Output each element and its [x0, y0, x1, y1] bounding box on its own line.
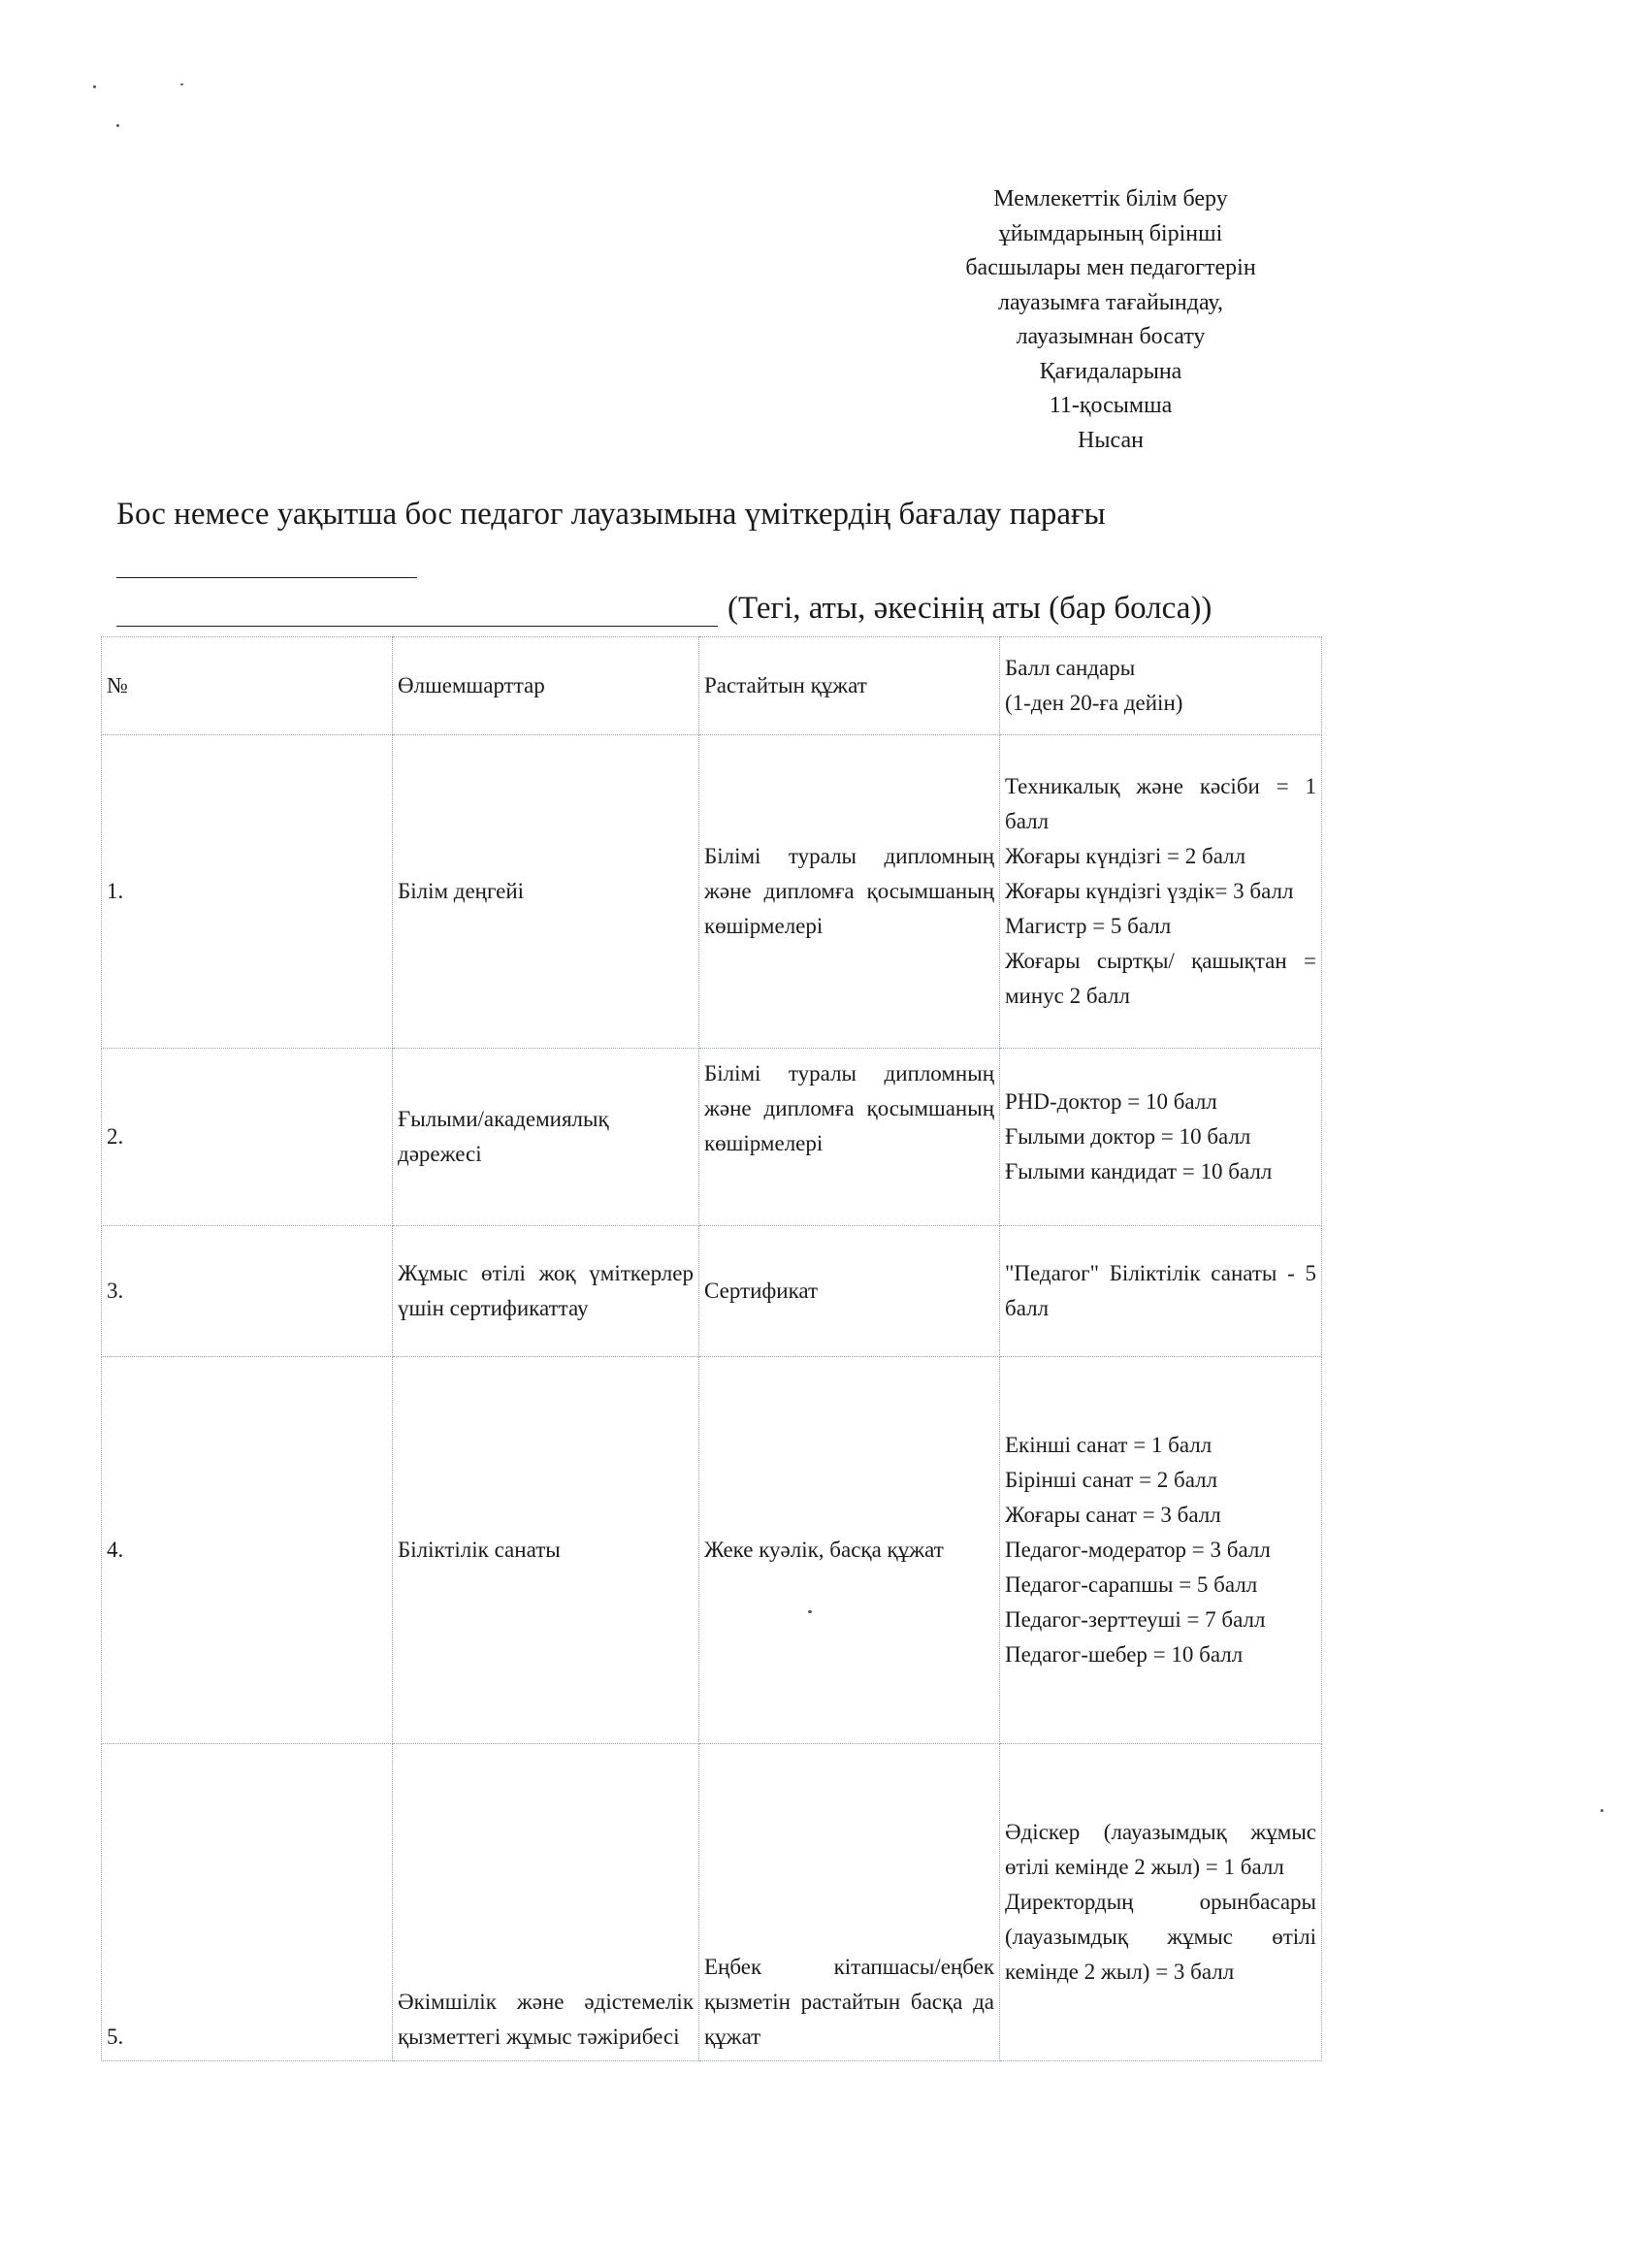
header-num: № — [102, 637, 393, 735]
score-item: "Педагог" Біліктілік санаты - 5 балл — [1005, 1261, 1316, 1320]
score-item: PHD-доктор = 10 балл — [1005, 1089, 1217, 1114]
row-scores — [1000, 1226, 1322, 1357]
score-item: Техникалық және кәсіби = 1 балл — [1005, 774, 1316, 833]
name-caption: (Тегі, аты, әкесінің аты (бар болса)) — [728, 591, 1212, 626]
header-criteria: Өлшемшарттар — [393, 637, 699, 735]
table-row — [102, 1744, 1322, 2061]
score-item: Директордың орынбасары (лауазымдық жұмыс өтілі кемінде 2 жыл) = 3 балл — [1005, 1890, 1316, 1984]
row-scores — [1000, 1357, 1322, 1744]
table-row — [102, 1226, 1322, 1357]
header-line: Мемлекеттік білім беру — [993, 186, 1228, 211]
table-row — [102, 735, 1322, 1049]
score-item: Педагог-зерттеуші = 7 балл — [1005, 1607, 1266, 1632]
row-criteria: Білім деңгейі — [393, 735, 699, 1049]
header-line: лауазымнан босату — [1016, 324, 1206, 349]
header-line: басшылары мен педагогтерін — [965, 255, 1256, 280]
score-item: Бірінші санат = 2 балл — [1005, 1468, 1218, 1492]
row-scores — [1000, 1744, 1322, 2061]
row-num: 2. — [102, 1049, 393, 1226]
header-line: лауазымға тағайындау, — [997, 289, 1224, 315]
row-document: Білімі туралы дипломның және дипломға қосымшаның көшірмелері — [699, 1049, 1000, 1226]
scan-speck — [1600, 1809, 1603, 1812]
row-num: 1. — [102, 735, 393, 1049]
scan-speck — [116, 124, 119, 127]
row-document: Сертификат — [699, 1226, 1000, 1357]
score-item: Жоғары сыртқы/ қашықтан = минус 2 балл — [1005, 949, 1316, 1008]
row-scores — [1000, 735, 1322, 1049]
score-item: Ғылыми кандидат = 10 балл — [1005, 1159, 1273, 1183]
row-document: Білімі туралы дипломның және дипломға қосымшаның көшірмелері — [699, 735, 1000, 1049]
score-item: Магистр = 5 балл — [1005, 914, 1172, 938]
score-item: Жоғары күндізгі үздік= 3 балл — [1005, 879, 1294, 903]
header-line: 11-қосымша — [1049, 393, 1173, 418]
scan-speck — [180, 83, 183, 85]
row-criteria: Жұмыс өтілі жоқ үміткерлер үшін сертификаттау — [393, 1226, 699, 1357]
header-score-title: Балл сандары — [1005, 656, 1136, 680]
table-row — [102, 1049, 1322, 1226]
scan-speck — [93, 85, 96, 88]
row-criteria: Әкімшілік және әдістемелік қызметтегі жұмыс тәжірибесі — [393, 1744, 699, 2061]
name-field-row — [116, 587, 1212, 627]
header-score-range: (1-ден 20-ға дейін) — [1005, 691, 1183, 715]
row-num: 3. — [102, 1226, 393, 1357]
row-num: 4. — [102, 1357, 393, 1744]
row-document: Жеке куәлік, басқа құжат — [699, 1357, 1000, 1744]
score-item: Жоғары күндізгі = 2 балл — [1005, 844, 1246, 868]
document-title: Бос немесе уақытша бос педагог лауазымына үміткердің бағалау парағы — [116, 497, 1106, 532]
table-row — [102, 1357, 1322, 1744]
header-document: Растайтын құжат — [699, 637, 1000, 735]
score-item: Ғылыми доктор = 10 балл — [1005, 1124, 1251, 1149]
blank-underline — [116, 577, 417, 578]
score-item: Әдіскер (лауазымдық жұмыс өтілі кемінде 2 жыл) = 1 балл — [1005, 1820, 1316, 1879]
row-num: 5. — [102, 1744, 393, 2061]
score-item: Педагог-модератор = 3 балл — [1005, 1538, 1271, 1562]
row-criteria: Біліктілік санаты — [393, 1357, 699, 1744]
evaluation-table — [101, 636, 1322, 2061]
appendix-header — [873, 182, 1348, 458]
table-header-row — [102, 637, 1322, 735]
header-line: Қағидаларына — [1039, 358, 1182, 384]
score-item: Педагог-сарапшы = 5 балл — [1005, 1572, 1258, 1597]
row-document: Еңбек кітапшасы/еңбек қызметін растайтын басқа да құжат — [699, 1744, 1000, 2061]
name-underline — [116, 587, 718, 627]
row-scores — [1000, 1049, 1322, 1226]
score-item: Екінші санат = 1 балл — [1005, 1433, 1212, 1457]
header-line: Нысан — [1078, 427, 1144, 453]
header-score — [1000, 637, 1322, 735]
row-criteria: Ғылыми/академиялық дәрежесі — [393, 1049, 699, 1226]
score-item: Жоғары санат = 3 балл — [1005, 1503, 1221, 1527]
header-line: ұйымдарының бірінші — [998, 220, 1223, 246]
score-item: Педагог-шебер = 10 балл — [1005, 1642, 1244, 1667]
